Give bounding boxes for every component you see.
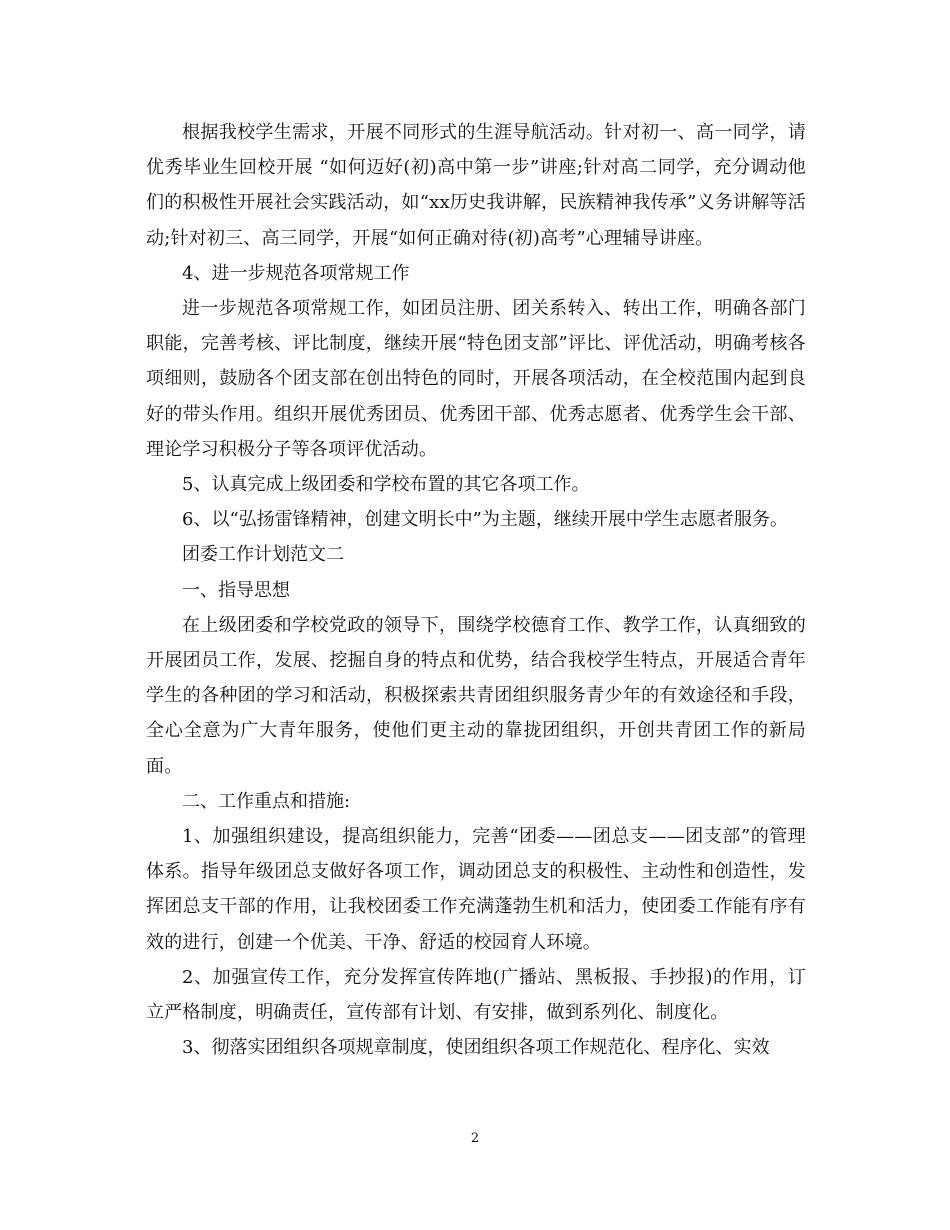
paragraph-routine-work: 进一步规范各项常规工作，如团员注册、团关系转入、转出工作，明确各部门职能，完善考核、评比制度，继续开展“特色团支部”评比、评优活动，明确考核各项细则，鼓励各个团支部在创出特色的同时，开展各项活动，在全校范围内起到良好的带头作用。组织开展优秀团员、优秀团干部、优秀志愿者、优秀学生会干部、理论学习积极分子等各项评优活动。 [146, 298, 806, 460]
item-6: 6、以“弘扬雷锋精神，创建文明长中”为主题，继续开展中学生志愿者服务。 [182, 509, 788, 531]
item-5: 5、认真完成上级团委和学校布置的其它各项工作。 [182, 474, 590, 496]
paragraph-publicity-work: 2、加强宣传工作，充分发挥宣传阵地(广播站、黑板报、手抄报)的作用，订立严格制度，明确责任，宣传部有计划、有安排，做到系列化、制度化。 [146, 966, 806, 1024]
paragraph-career-guidance: 根据我校学生需求，开展不同形式的生涯导航活动。针对初一、高一同学，请优秀毕业生回校开展 “如何迈好(初)高中第一步”讲座;针对高二同学，充分调动他们的积极性开展社会实践活动，如“xx历史我讲解，民族精神我传承”义务讲解等活动;针对初三、高三同学，开展“如何正确对待(初)高考”心理辅导讲座。 [146, 122, 806, 249]
document-body [146, 115, 806, 1065]
section-key-work-heading: 二、工作重点和措施: [182, 790, 351, 812]
paragraph-guiding-ideology: 在上级团委和学校党政的领导下，围绕学校德育工作、教学工作，认真细致的开展团员工作，发展、挖掘自身的特点和优势，结合我校学生特点，开展适合青年学生的各种团的学习和活动，积极探索共青团组织服务青少年的有效途径和手段，全心全意为广大青年服务，使他们更主动的靠拢团组织，开创共青团工作的新局面。 [146, 614, 806, 777]
item-4-heading: 4、进一步规范各项常规工作 [182, 262, 410, 284]
section-guiding-ideology-heading: 一、指导思想 [182, 579, 290, 601]
section-title-sample-two: 团委工作计划范文二 [182, 544, 344, 566]
paragraph-organization-building: 1、加强组织建设，提高组织能力，完善“团委——团总支——团支部”的管理体系。指导年级团总支做好各项工作，调动团总支的积极性、主动性和创造性，发挥团总支干部的作用，让我校团委工作充满蓬勃生机和活力，使团委工作能有序有效的进行，创建一个优美、干净、舒适的校园育人环境。 [146, 826, 806, 953]
item-3-rules: 3、彻落实团组织各项规章制度，使团组织各项工作规范化、程序化、实效 [182, 1037, 770, 1059]
page-number: 2 [470, 1131, 480, 1146]
